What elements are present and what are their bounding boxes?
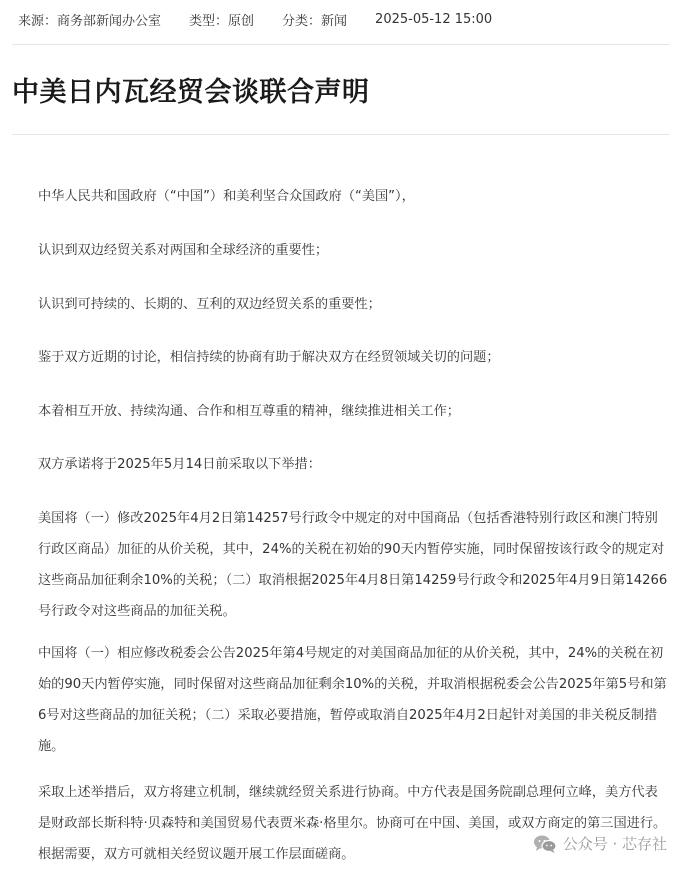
paragraph-parties: 中华人民共和国政府（“中国”）和美利坚合众国政府（“美国”）， — [38, 189, 415, 204]
meta-category: 分类：新闻 — [282, 13, 348, 29]
top-divider — [12, 44, 670, 45]
meta-source: 来源：商务部新闻办公室 — [18, 13, 162, 29]
title-divider — [12, 134, 670, 135]
watermark-text: 公众号 · 芯存社 — [562, 835, 667, 853]
paragraph-commitment: 双方承诺将于2025年5月14日前采取以下举措： — [38, 457, 321, 472]
paragraph-mechanism: 采取上述举措后，双方将建立机制，继续就经贸关系进行协商。中方代表是国务院副总理何立峰，美方代表是财政部长斯科特·贝森特和美国贸易代表贾米森·格里尔。协商可在中国、美国，或双方商定的第三国进行。根据需要，双方可就相关经贸议题开展工作层面磋商。 — [38, 785, 667, 862]
paragraph-recognition-importance: 认识到双边经贸关系对两国和全球经济的重要性； — [38, 243, 329, 258]
wechat-icon — [533, 834, 557, 854]
watermark — [533, 833, 667, 854]
paragraph-china-measures: 中国将（一）相应修改税委会公告2025年第4号规定的对美国商品加征的从价关税，其中，24%的关税在初始的90天内暂停实施，同时保留对这些商品加征剩余10%的关税，并取消根据税委会公告2025年第5号和第6号对这些商品的加征关税；（二）采取必要措施，暂停或取消自2025年4月2日起针对美国的非关税反制措施。 — [38, 646, 667, 754]
paragraph-recognition-sustainable: 认识到可持续的、长期的、互利的双边经贸关系的重要性； — [38, 297, 381, 312]
article-title: 中美日内瓦经贸会谈联合声明 — [12, 77, 370, 108]
paragraph-us-measures: 美国将（一）修改2025年4月2日第14257号行政令中规定的对中国商品（包括香港特别行政区和澳门特别行政区商品）加征的从价关税，其中，24%的关税在初始的90天内暂停实施，同时保留按该行政令的规定对这些商品加征剩余10%的关税；（二）取消根据2025年4月8日第14259号行政令和2025年4月9日第14266号行政令对这些商品的加征关税。 — [38, 511, 668, 619]
paragraph-spirit: 本着相互开放、持续沟通、合作和相互尊重的精神，继续推进相关工作； — [38, 404, 460, 419]
paragraph-recent-discussions: 鉴于双方近期的讨论，相信持续的协商有助于解决双方在经贸领域关切的问题； — [38, 350, 500, 365]
meta-type: 类型：原创 — [189, 13, 255, 29]
meta-datetime: 2025-05-12 15:00 — [375, 11, 493, 27]
article-meta-bar — [18, 8, 492, 30]
